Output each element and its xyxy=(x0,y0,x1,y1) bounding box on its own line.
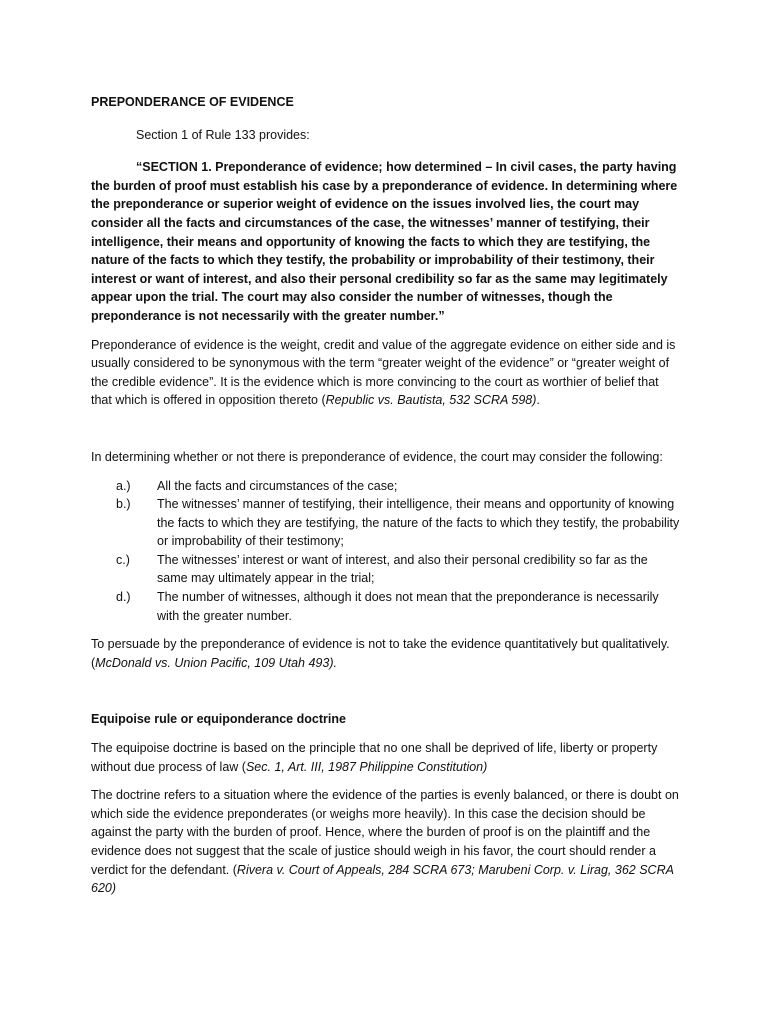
rule-quote: “SECTION 1. Preponderance of evidence; how determined – In civil cases, the party having the burden of proof must establish his case by a preponderance of evidence. In determining where the preponderance or superior weight of evidence on the issues involved lies, the court may consider all the facts and circumstances of the case, the witnesses’ manner of testifying, their intelligence, their means and opportunity of knowing the facts to which they are testifying, the nature of the facts to which they testify, the probability or improbability of their testimony, their interest or want of interest, and also their personal credibility so far as the same may legitimately appear upon the trial. The court may also consider the number of witnesses, though the preponderance is not necessarily with the greater number.” xyxy=(91,160,678,323)
citation: McDonald vs. Union Pacific, 109 Utah 493). xyxy=(95,655,337,670)
document-body xyxy=(91,93,681,908)
list-marker: d.) xyxy=(116,590,131,605)
list-item xyxy=(91,495,681,551)
list-marker: a.) xyxy=(116,478,131,493)
document-title: PREPONDERANCE OF EVIDENCE xyxy=(91,95,294,109)
paragraph-equipoise xyxy=(91,739,681,776)
section-heading: Equipoise rule or equiponderance doctrine xyxy=(91,712,346,727)
factors-list xyxy=(91,477,681,626)
spacer xyxy=(91,682,681,710)
citation: Republic vs. Bautista, 532 SCRA 598) xyxy=(325,393,537,408)
paragraph-doctrine xyxy=(91,786,681,898)
paragraph-tail: . xyxy=(536,393,540,408)
paragraph-text: The equipoise doctrine is based on the principle that no one shall be deprived of life, liberty or property without due process of law ( xyxy=(91,741,658,774)
rule-intro: Section 1 of Rule 133 provides: xyxy=(136,127,310,142)
list-item xyxy=(91,588,681,625)
paragraph-text: To persuade by the preponderance of evidence is not to take the evidence quantitatively but qualitatively. ( xyxy=(91,637,670,670)
paragraph-text: The doctrine refers to a situation where the evidence of the parties is evenly balanced, or there is doubt on which side the evidence preponderates (or weighs more heavily). In this case the decision should be against the party with the burden of proof. Hence, where the burden of proof is on the plaintiff and the evidence does not suggest that the scale of justice should weigh in his favor, the court should render a verdict for the defendant. ( xyxy=(91,788,679,877)
list-item xyxy=(91,551,681,588)
list-marker: c.) xyxy=(116,552,130,567)
paragraph-persuade xyxy=(91,635,681,672)
spacer xyxy=(91,420,681,448)
list-marker: b.) xyxy=(116,497,131,512)
paragraph-text: Preponderance of evidence is the weight, credit and value of the aggregate evidence on either side and is usually considered to be synonymous with the term “greater weight of the evidence” or “greater weight of the credible evidence”. It is the evidence which is more convincing to the court as worthier of belief that that which is offered in opposition thereto ( xyxy=(91,337,676,408)
list-item-text: All the facts and circumstances of the case; xyxy=(157,478,398,493)
list-item xyxy=(91,477,681,496)
citation: Sec. 1, Art. III, 1987 Philippine Constitution) xyxy=(245,759,488,774)
citation: Rivera v. Court of Appeals, 284 SCRA 673; Marubeni Corp. v. Lirag, 362 SCRA 620) xyxy=(91,862,674,896)
list-item-text: The number of witnesses, although it does not mean that the preponderance is necessarily with the greater number. xyxy=(157,590,659,623)
list-item-text: The witnesses’ manner of testifying, their intelligence, their means and opportunity of knowing the facts to which they are testifying, the nature of the facts to which they testify, the probability or improbability of their testimony; xyxy=(157,497,680,549)
list-item-text: The witnesses’ interest or want of interest, and also their personal credibility so far as the same may ultimately appear in the trial; xyxy=(157,552,648,586)
paragraph-definition xyxy=(91,336,681,410)
paragraph-factors-intro: In determining whether or not there is preponderance of evidence, the court may consider the following: xyxy=(91,449,663,464)
